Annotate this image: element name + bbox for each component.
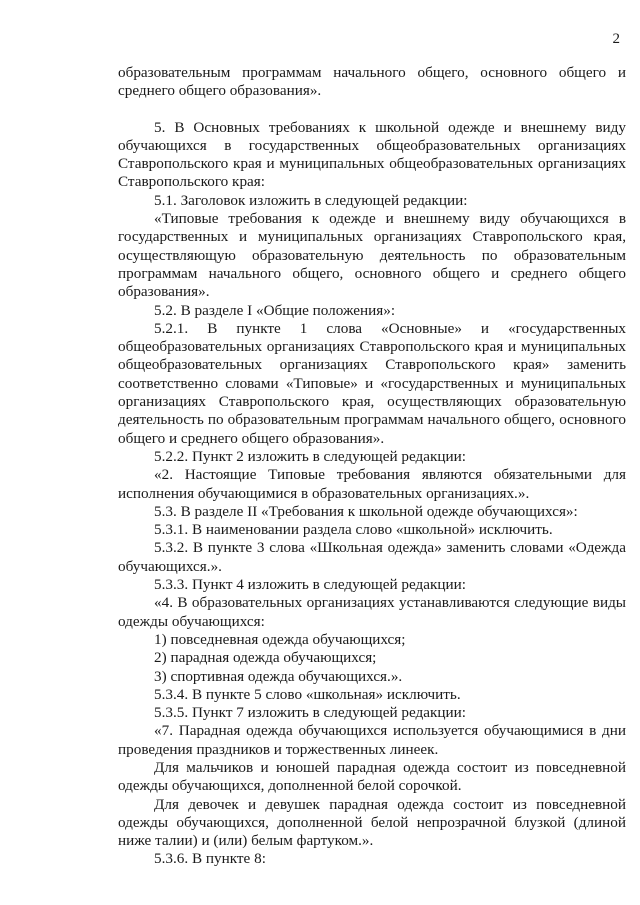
document-body — [118, 64, 626, 869]
paragraph: 5.3. В разделе II «Требования к школьной одежде обучающихся»: — [154, 502, 578, 520]
paragraph: 5.3.5. Пункт 7 изложить в следующей редакции: — [154, 704, 467, 722]
page-number: 2 — [612, 31, 620, 47]
paragraph: 5.3.2. В пункте 3 слова «Школьная одежда» заменить словами «Одежда обучающихся.». — [118, 539, 626, 575]
paragraph: Для мальчиков и юношей парадная одежда состоит из повседневной одежды обучающихся, дополненной белой сорочкой. — [118, 758, 626, 795]
paragraph: образовательным программам начального общего, основного общего и среднего общего образования». — [118, 64, 626, 100]
list-item: 2) парадная одежда обучающихся; — [154, 649, 377, 667]
paragraph: Для девочек и девушек парадная одежда состоит из повседневной одежды обучающихся, дополненной белой непрозрачной блузкой (длиной ниже талии) и (или) белым фартуком.». — [118, 795, 626, 850]
paragraph: 5.2. В разделе I «Общие положения»: — [154, 301, 396, 319]
paragraph: 5.2.1. В пункте 1 слова «Основные» и «государственных общеобразовательных организациях Ставропольского края и муниципальных общеобразовательных организациях Ставропольского края» заменить соответственно словами «Типовые» и «государственных и муниципальных организациях Ставропольского края, осуществляющих образовательную деятельность по образовательным программам начального общего, основного общего и среднего общего образования». — [118, 319, 626, 447]
paragraph: «7. Парадная одежда обучающихся используется обучающимися в дни проведения праздников и торжественных линеек. — [118, 722, 626, 758]
list-item: 3) спортивная одежда обучающихся.». — [154, 667, 403, 685]
paragraph: 5.3.6. В пункте 8: — [154, 850, 266, 868]
paragraph: «2. Настоящие Типовые требования являются обязательными для исполнения обучающимися в образовательных организациях.». — [118, 466, 626, 502]
paragraph: «Типовые требования к одежде и внешнему виду обучающихся в государственных и муниципальных организациях Ставропольского края, осуществляющую образовательную деятельность по образовательным программам начального общего, основного общего и среднего общего образования». — [118, 210, 626, 301]
paragraph: 5.1. Заголовок изложить в следующей редакции: — [154, 191, 468, 209]
paragraph: 5.3.3. Пункт 4 изложить в следующей редакции: — [154, 576, 467, 594]
paragraph: 5.3.1. В наименовании раздела слово «школьной» исключить. — [154, 521, 553, 539]
list-item: 1) повседневная одежда обучающихся; — [154, 630, 406, 648]
paragraph: 5.3.4. В пункте 5 слово «школьная» исключить. — [154, 685, 461, 703]
paragraph: «4. В образовательных организациях устанавливаются следующие виды одежды обучающихся: — [118, 594, 626, 630]
paragraph: 5. В Основных требованиях к школьной одежде и внешнему виду обучающихся в государственных общеобразовательных организациях Ставропольского края и муниципальных общеобразовательных организациях Ставропольского края: — [118, 118, 626, 191]
paragraph: 5.2.2. Пункт 2 изложить в следующей редакции: — [154, 447, 467, 465]
